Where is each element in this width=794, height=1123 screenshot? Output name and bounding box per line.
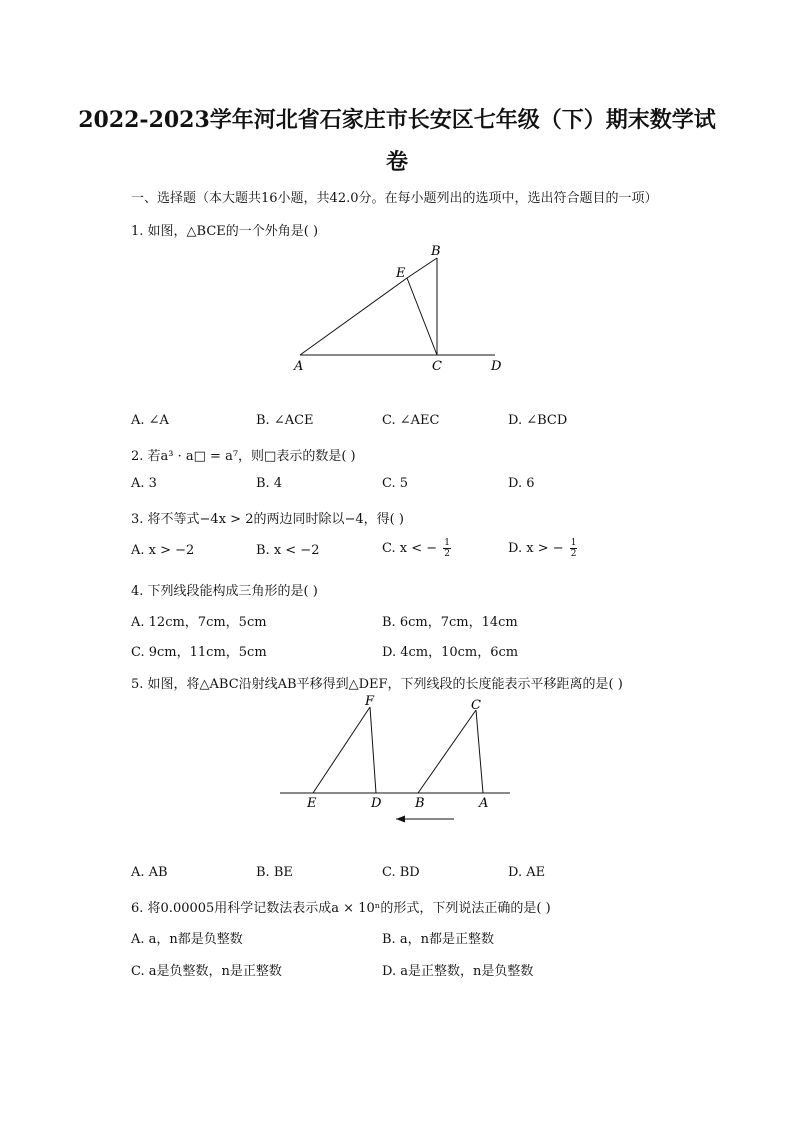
q5-option-b: B. BE — [256, 865, 293, 880]
label-b: B — [415, 796, 425, 811]
q3-option-b: B. x < −2 — [256, 543, 320, 558]
fraction-denominator: 2 — [570, 549, 577, 559]
question-3-stem: 3. 将不等式−4x > 2的两边同时除以−4，得( ) — [131, 512, 404, 527]
label-c: C — [471, 698, 481, 713]
q1-option-d: D. ∠BCD — [508, 413, 568, 428]
q3-option-c-fraction — [443, 538, 451, 559]
label-d: D — [371, 796, 382, 811]
fraction-denominator: 2 — [444, 549, 451, 559]
segment-eb — [407, 258, 437, 278]
label-d: D — [491, 359, 502, 374]
question-6-stem: 6. 将0.00005用科学记数法表示成a × 10ⁿ的形式，下列说法正确的是( ) — [131, 901, 551, 916]
q4-option-c: C. 9cm，11cm，5cm — [131, 645, 267, 660]
q6-option-d: D. a是正整数，n是负整数 — [382, 964, 534, 979]
segment-ec — [407, 278, 437, 355]
segment-fd — [370, 707, 376, 793]
question-4-stem: 4. 下列线段能构成三角形的是( ) — [131, 584, 318, 599]
q1-option-c: C. ∠AEC — [382, 413, 440, 428]
q3-option-d-fraction — [570, 538, 578, 559]
q3-option-a: A. x > −2 — [131, 543, 195, 558]
q3-option-c-text: C. x < − — [382, 541, 438, 556]
q6-option-b: B. a，n都是正整数 — [382, 932, 494, 947]
question-5-figure — [278, 690, 518, 830]
q3-option-c — [382, 538, 451, 559]
label-b: B — [431, 244, 441, 259]
segment-bc — [418, 710, 476, 793]
q4-option-d: D. 4cm，10cm，6cm — [382, 645, 519, 660]
q3-option-d-text: D. x > − — [508, 541, 564, 556]
label-a: A — [479, 796, 489, 811]
q1-option-a: A. ∠A — [131, 413, 169, 428]
q1-option-b: B. ∠ACE — [256, 413, 314, 428]
section-heading: 一、选择题（本大题共16小题，共42.0分。在每小题列出的选项中，选出符合题目的一项） — [131, 191, 658, 206]
question-1-stem: 1. 如图，△BCE的一个外角是( ) — [131, 224, 319, 239]
segment-ef — [313, 707, 370, 793]
q2-option-a: A. 3 — [131, 476, 157, 491]
fraction-numerator: 1 — [570, 538, 577, 548]
question-1-figure — [280, 238, 520, 378]
label-e: E — [396, 266, 406, 281]
arrow-head — [396, 816, 405, 823]
segment-ae — [300, 278, 407, 355]
q4-option-b: B. 6cm，7cm，14cm — [382, 615, 518, 630]
q6-option-c: C. a是负整数，n是正整数 — [131, 964, 282, 979]
question-5-stem: 5. 如图，将△ABC沿射线AB平移得到△DEF，下列线段的长度能表示平移距离的是( ) — [131, 677, 623, 692]
q3-option-d — [508, 538, 577, 559]
question-2-stem: 2. 若a³ · a□ = a⁷，则□表示的数是( ) — [131, 449, 356, 464]
q2-option-b: B. 4 — [256, 476, 283, 491]
q5-option-a: A. AB — [131, 865, 168, 880]
q2-option-d: D. 6 — [508, 476, 535, 491]
q6-option-a: A. a，n都是负整数 — [131, 932, 243, 947]
page-title: 2022-2023学年河北省石家庄市长安区七年级（下）期末数学试 — [78, 107, 716, 133]
label-f: F — [365, 694, 375, 709]
label-a: A — [294, 359, 304, 374]
label-e: E — [307, 796, 317, 811]
q2-option-c: C. 5 — [382, 476, 409, 491]
fraction-numerator: 1 — [444, 538, 451, 548]
page-title-continued: 卷 — [385, 149, 408, 175]
label-c: C — [432, 359, 442, 374]
q5-option-c: C. BD — [382, 865, 420, 880]
segment-ca — [476, 710, 483, 793]
q5-option-d: D. AE — [508, 865, 546, 880]
q4-option-a: A. 12cm，7cm，5cm — [131, 615, 267, 630]
